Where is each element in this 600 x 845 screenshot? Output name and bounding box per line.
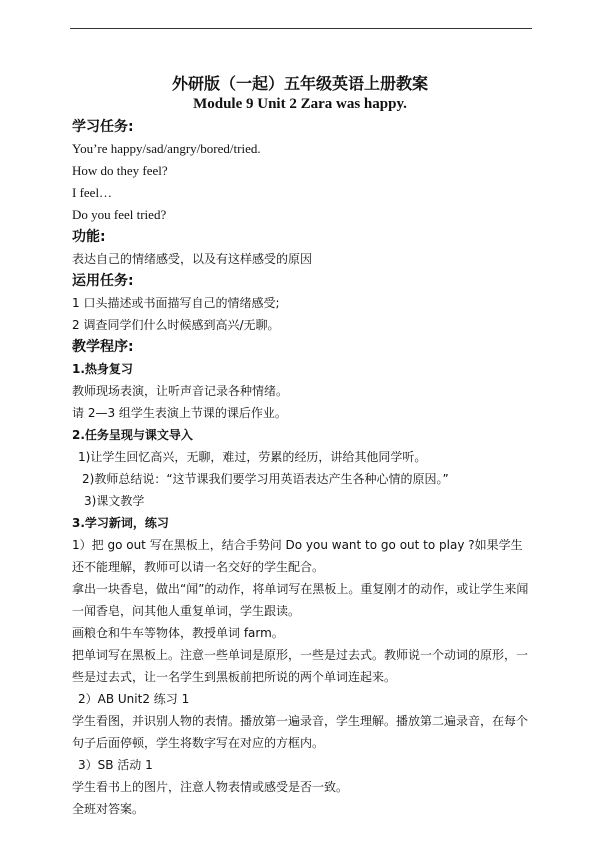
subsection-heading: 2.任务呈现与课文导入	[72, 428, 193, 442]
paragraph: 拿出一块香皂，做出“闻”的动作，将单词写在黑板上。重复刚才的动作，或让学生来闻一闻香皂，问其他人重复单词，学生跟读。	[72, 582, 529, 618]
item-heading: 2）AB Unit2 练习 1	[78, 692, 190, 706]
text-line: How do they feel?	[72, 163, 168, 178]
section-learning-tasks	[72, 116, 534, 226]
text-line: 学生看书上的图片，注意人物表情或感受是否一致。	[72, 780, 349, 794]
section-heading: 功能:	[72, 229, 106, 245]
top-rule	[70, 28, 532, 29]
subsection-heading: 3.学习新词，练习	[72, 516, 169, 530]
text-line: 2)教师总结说：“这节课我们要学习用英语表达产生各种心情的原因。”	[82, 472, 449, 486]
document-body	[72, 116, 534, 820]
text-line: I feel…	[72, 185, 113, 200]
text-line: Do you feel tried?	[72, 207, 167, 222]
section-heading: 运用任务:	[72, 273, 134, 289]
text-line: 2 调查同学们什么时候感到高兴/无聊。	[72, 318, 280, 332]
paragraph: 把单词写在黑板上。注意一些单词是原形，一些是过去式。教师说一个动词的原形，一些是过去式，让一名学生到黑板前把所说的两个单词连起来。	[72, 648, 529, 684]
section-apply-tasks	[72, 270, 534, 336]
paragraph: 1）把 go out 写在黑板上，结合手势问 Do you want to go out to play ?如果学生还不能理解，教师可以请一名交好的学生配合。	[72, 538, 523, 574]
section-function	[72, 226, 534, 270]
text-line: You’re happy/sad/angry/bored/tried.	[72, 141, 261, 156]
section-procedure	[72, 336, 534, 820]
text-line: 全班对答案。	[72, 802, 145, 816]
section-heading: 学习任务:	[72, 119, 134, 135]
section-heading: 教学程序:	[72, 339, 134, 355]
document-subtitle: Module 9 Unit 2 Zara was happy.	[193, 96, 407, 112]
text-line: 请 2—3 组学生表演上节课的课后作业。	[72, 406, 287, 420]
text-line: 表达自己的情绪感受，以及有这样感受的原因	[72, 252, 313, 266]
paragraph: 画粮仓和牛车等物体，教授单词 farm。	[72, 626, 284, 640]
paragraph: 学生看图，并识别人物的表情。播放第一遍录音，学生理解。播放第二遍录音，在每个句子后面停顿，学生将数字写在对应的方框内。	[72, 714, 529, 750]
subsection-heading: 1.热身复习	[72, 362, 133, 376]
text-line: 教师现场表演，让听声音记录各种情绪。	[72, 384, 289, 398]
text-line: 3)课文教学	[84, 494, 145, 508]
document-title: 外研版（一起）五年级英语上册教案	[171, 74, 428, 93]
item-heading: 3）SB 活动 1	[78, 758, 153, 772]
text-line: 1 口头描述或书面描写自己的情绪感受;	[72, 296, 280, 310]
text-line: 1)让学生回忆高兴，无聊，难过，劳累的经历，讲给其他同学听。	[78, 450, 427, 464]
